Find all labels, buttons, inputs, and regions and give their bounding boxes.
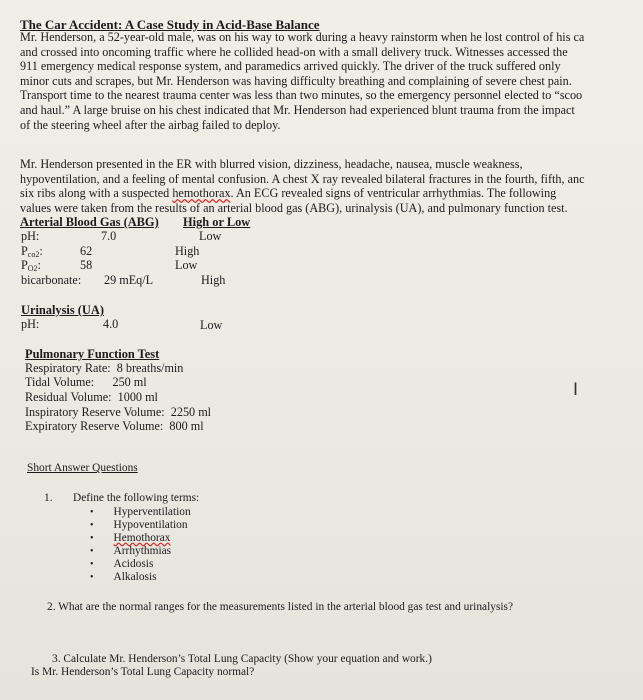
abg-ph-value: 7.0 (101, 229, 117, 243)
abg-po2-flag: Low (175, 258, 198, 272)
list-item: • Acidosis (90, 558, 154, 570)
case-paragraph-2 (20, 157, 643, 215)
abg-po2-label: $P_{O2}$: (21, 258, 41, 273)
case-paragraph-1 (20, 30, 643, 132)
paragraph-line: and haul.” A large bruise on his chest indicated that Mr. Henderson had experienced blunt trauma from the impact (20, 102, 575, 117)
bullet-icon: • (90, 520, 94, 531)
list-item: • Hyperventilation (90, 506, 191, 518)
paragraph-line: Transport time to the nearest trauma center was less than two minutes, so the emergency personnel elected to “scoo (20, 88, 583, 103)
question-1-number: 1. (44, 492, 53, 504)
pft-expiratory-reserve: Expiratory Reserve Volume: 800 ml (25, 419, 204, 433)
ua-ph-value: 4.0 (103, 317, 119, 331)
question-1-text: Define the following terms: (73, 492, 200, 504)
pft-respiratory-rate: Respiratory Rate: 8 breaths/min (25, 361, 184, 375)
paragraph-line: Mr. Henderson presented in the ER with blurred vision, dizziness, headache, nausea, muscle weakness, (20, 157, 523, 171)
list-item: • Hypoventilation (90, 519, 188, 531)
ua-ph-label: pH: (21, 317, 40, 331)
list-item: • Arrhythmias (90, 545, 172, 557)
abg-bicarbonate-flag: High (201, 273, 226, 287)
abg-ph-flag: Low (199, 229, 222, 243)
paragraph-line: 911 emergency medical response system, and paramedics arrived quickly. The driver of the truck suffered only (20, 59, 561, 74)
paragraph-line: of the steering wheel after the airbag failed to deploy. (20, 117, 281, 132)
abg-pco2-value: 62 (80, 244, 93, 258)
questions-header: Short Answer Questions (27, 462, 138, 474)
paragraph-line: values were taken from the results of an arterial blood gas (ABG), urinalysis (UA), and pulmonary function test. (20, 200, 568, 215)
abg-po2-value: 58 (80, 258, 93, 272)
bullet-icon: • (90, 572, 94, 583)
paragraph-line: and crossed into oncoming traffic where he collided head-on with a small delivery truck. Witnesses accessed the (20, 44, 568, 59)
bullet-icon: • (90, 507, 94, 518)
text-cursor-icon: I (573, 380, 579, 400)
pft-inspiratory-reserve: Inspiratory Reserve Volume: 2250 ml (25, 405, 212, 419)
paragraph-line: Mr. Henderson, a 52-year-old male, was on his way to work during a heavy rainstorm when he lost control of his ca (20, 30, 585, 44)
paragraph-line: hypoventilation, and a feeling of mental confusion. A chest X ray revealed bilateral fractures in the fourth, fifth, anc (20, 171, 585, 186)
question-2: 2. What are the normal ranges for the measurements listed in the arterial blood gas test and urinalysis? (47, 601, 514, 613)
pft-tidal-volume: Tidal Volume: 250 ml (25, 375, 147, 389)
paragraph-line (20, 186, 643, 201)
bullet-icon: • (90, 546, 94, 557)
ua-ph-flag: Low (200, 318, 223, 332)
page-title: The Car Accident: A Case Study in Acid-Base Balance (20, 17, 320, 32)
question-3: 3. Calculate Mr. Henderson’s Total Lung Capacity (Show your equation and work.) (52, 653, 432, 665)
abg-bicarbonate-value: 29 mEq/L (104, 273, 154, 287)
abg-header: Arterial Blood Gas (ABG) (20, 215, 159, 229)
abg-column-header: High or Low (183, 215, 251, 229)
list-item: • Alkalosis (90, 571, 157, 583)
ua-header: Urinalysis (UA) (21, 303, 104, 317)
paragraph-text: six ribs along with a suspected (20, 186, 173, 201)
abg-pco2-label: $P_{co2}$: (21, 244, 43, 259)
abg-pco2-flag: High (175, 244, 200, 258)
paragraph-text: . An ECG revealed signs of ventricular arrhythmias. The following (230, 186, 557, 201)
misspelled-word: hemothorax (172, 186, 231, 201)
question-3-followup: Is Mr. Henderson’s Total Lung Capacity normal? (31, 666, 255, 678)
list-item: • Hemothorax (90, 532, 171, 544)
pft-header: Pulmonary Function Test (25, 347, 160, 361)
abg-bicarbonate-label: bicarbonate: (21, 273, 82, 287)
pft-residual-volume: Residual Volume: 1000 ml (25, 390, 158, 404)
bullet-icon: • (90, 533, 94, 544)
bullet-icon: • (90, 559, 94, 570)
abg-ph-label: pH: (21, 229, 40, 243)
paragraph-line: minor cuts and scrapes, but Mr. Henderson was having difficulty breathing and complaining of severe chest pain. (20, 73, 572, 88)
